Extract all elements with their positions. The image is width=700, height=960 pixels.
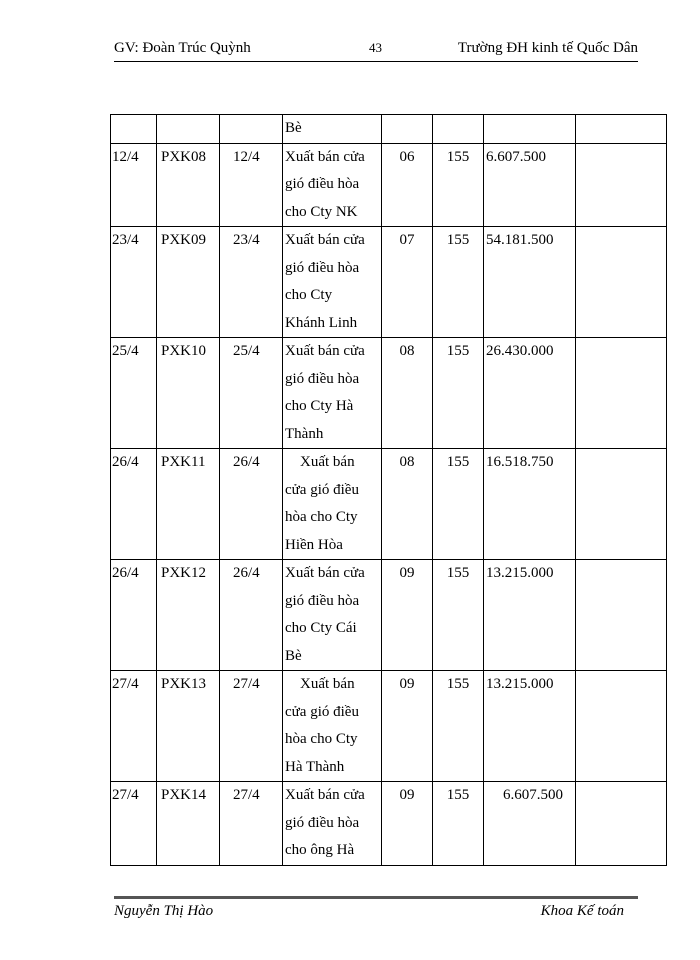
description-line: cho Cty	[285, 287, 333, 303]
cell-extra	[576, 143, 667, 227]
description-line: cho ông Hà	[285, 842, 355, 858]
cell-reference-text: 09	[399, 565, 415, 581]
cell-date-text: 27/4	[112, 676, 139, 692]
cell-voucher-date	[220, 671, 283, 782]
cell-reference	[382, 671, 433, 782]
cell-account-text: 155	[446, 148, 470, 165]
cell-description	[283, 227, 382, 338]
cell-account-text: 155	[446, 787, 470, 803]
cell-voucher-number-text: PXK10	[161, 343, 207, 359]
cell-account	[433, 449, 484, 560]
cell-description	[283, 338, 382, 449]
cell-voucher-date-text: 25/4	[233, 343, 260, 359]
cell-extra	[576, 338, 667, 449]
cell-reference-text: 06	[399, 148, 415, 165]
description-line: Xuất bán cửa	[285, 148, 365, 165]
description-line: hòa cho Cty	[285, 509, 358, 525]
cell-voucher-number-text: PXK09	[161, 232, 207, 248]
description-line: gió điều hòa	[285, 592, 360, 609]
cell-description	[283, 782, 382, 866]
cell-voucher-date-text: 26/4	[233, 454, 260, 470]
cell-reference	[382, 227, 433, 338]
description-line: Xuất bán cửa	[285, 787, 365, 803]
cell-reference	[382, 338, 433, 449]
description-line: Bè	[285, 647, 302, 664]
cell-extra	[576, 115, 667, 144]
description-line: cửa gió điều	[285, 703, 359, 720]
cell-account	[433, 227, 484, 338]
table-row	[111, 338, 667, 449]
cell-description	[283, 115, 382, 144]
cell-reference-text: 08	[399, 454, 415, 470]
cell-voucher-date-text: 27/4	[233, 787, 260, 803]
cell-voucher-number	[157, 782, 220, 866]
cell-account	[433, 338, 484, 449]
page-header	[114, 40, 638, 62]
cell-voucher-number	[157, 671, 220, 782]
cell-reference	[382, 782, 433, 866]
cell-date	[111, 671, 157, 782]
cell-reference	[382, 449, 433, 560]
cell-account	[433, 115, 484, 144]
description-line: cửa gió điều	[285, 481, 359, 498]
description-line: Bè	[285, 120, 302, 136]
cell-amount	[484, 449, 576, 560]
cell-voucher-date-text: 12/4	[233, 148, 260, 165]
table-row	[111, 560, 667, 671]
cell-extra	[576, 227, 667, 338]
cell-voucher-number	[157, 449, 220, 560]
cell-reference-text: 09	[399, 787, 415, 803]
cell-reference-text: 08	[399, 343, 415, 359]
cell-date	[111, 115, 157, 144]
description-line: Xuất bán cửa	[285, 343, 365, 359]
cell-voucher-date	[220, 227, 283, 338]
cell-date	[111, 338, 157, 449]
cell-voucher-number-text: PXK12	[161, 565, 207, 581]
table-row	[111, 671, 667, 782]
cell-voucher-number	[157, 115, 220, 144]
header-rule	[114, 61, 638, 62]
cell-description	[283, 143, 382, 227]
cell-reference	[382, 115, 433, 144]
cell-amount	[484, 115, 576, 144]
ledger-table	[110, 114, 667, 866]
cell-account	[433, 560, 484, 671]
cell-amount-text: 26.430.000	[486, 343, 554, 359]
cell-date-text: 12/4	[112, 148, 139, 165]
cell-extra	[576, 671, 667, 782]
cell-description	[283, 449, 382, 560]
cell-amount	[484, 560, 576, 671]
page-number: 43	[369, 40, 382, 55]
cell-amount-text: 6.607.500	[503, 787, 563, 803]
cell-extra	[576, 449, 667, 560]
cell-date-text: 25/4	[112, 343, 139, 359]
cell-reference-text: 09	[399, 676, 415, 692]
description-line: cho Cty Cái	[285, 620, 357, 636]
cell-voucher-date	[220, 449, 283, 560]
cell-account-text: 155	[446, 454, 470, 470]
cell-reference	[382, 143, 433, 227]
cell-voucher-date	[220, 115, 283, 144]
cell-voucher-number	[157, 227, 220, 338]
description-line: Khánh Linh	[285, 314, 358, 331]
cell-date-text: 27/4	[112, 787, 139, 803]
cell-account-text: 155	[446, 343, 470, 359]
cell-date-text: 23/4	[112, 232, 139, 248]
cell-reference-text: 07	[399, 232, 415, 248]
cell-date-text: 26/4	[112, 454, 139, 470]
description-line: gió điều hòa	[285, 176, 360, 192]
cell-voucher-number	[157, 143, 220, 227]
cell-voucher-date	[220, 143, 283, 227]
footer-rule	[114, 896, 638, 899]
table-row	[111, 449, 667, 560]
header-teacher: GV: Đoàn Trúc Quỳnh	[114, 40, 251, 56]
cell-account-text: 155	[446, 232, 470, 248]
cell-amount	[484, 143, 576, 227]
cell-voucher-number	[157, 338, 220, 449]
cell-date	[111, 560, 157, 671]
cell-extra	[576, 782, 667, 866]
table-row	[111, 143, 667, 227]
description-line: hòa cho Cty	[285, 731, 358, 747]
cell-date-text: 26/4	[112, 565, 139, 581]
cell-amount-text: 6.607.500	[486, 148, 546, 165]
table-row	[111, 115, 667, 144]
cell-date	[111, 449, 157, 560]
cell-voucher-number-text: PXK14	[161, 787, 207, 803]
cell-account	[433, 143, 484, 227]
description-line: Hà Thành	[285, 758, 345, 775]
cell-amount-text: 13.215.000	[486, 676, 554, 692]
cell-date	[111, 782, 157, 866]
description-line: Xuất bán cửa	[285, 232, 365, 248]
cell-voucher-date	[220, 782, 283, 866]
header-university: Trường ĐH kinh tế Quốc Dân	[457, 40, 638, 56]
cell-voucher-number-text: PXK08	[161, 148, 207, 165]
cell-account	[433, 782, 484, 866]
cell-reference	[382, 560, 433, 671]
cell-amount	[484, 227, 576, 338]
cell-voucher-date-text: 23/4	[233, 232, 260, 248]
description-line: cho Cty NK	[285, 203, 358, 220]
cell-amount-text: 54.181.500	[486, 232, 554, 248]
cell-amount	[484, 782, 576, 866]
cell-account-text: 155	[446, 565, 470, 581]
cell-amount	[484, 338, 576, 449]
cell-voucher-number-text: PXK13	[161, 676, 207, 692]
cell-description	[283, 671, 382, 782]
cell-voucher-date-text: 26/4	[233, 565, 260, 581]
description-line: gió điều hòa	[285, 814, 360, 831]
description-line: Xuất bán	[300, 454, 355, 470]
description-line: cho Cty Hà	[285, 398, 354, 414]
cell-extra	[576, 560, 667, 671]
description-line: Thành	[285, 425, 324, 442]
cell-date	[111, 143, 157, 227]
cell-voucher-number-text: PXK11	[161, 454, 206, 470]
description-line: Xuất bán	[300, 676, 355, 692]
footer-department: Khoa Kế toán	[540, 903, 624, 919]
table-row	[111, 227, 667, 338]
cell-voucher-date-text: 27/4	[233, 676, 260, 692]
table-row	[111, 782, 667, 866]
cell-amount	[484, 671, 576, 782]
description-line: gió điều hòa	[285, 259, 360, 276]
description-line: Hiền Hòa	[285, 536, 343, 553]
description-line: gió điều hòa	[285, 370, 360, 387]
cell-account	[433, 671, 484, 782]
cell-account-text: 155	[446, 676, 470, 692]
footer-author: Nguyễn Thị Hào	[114, 903, 214, 919]
cell-description	[283, 560, 382, 671]
cell-date	[111, 227, 157, 338]
ledger-body	[111, 115, 667, 866]
description-line: Xuất bán cửa	[285, 565, 365, 581]
cell-amount-text: 13.215.000	[486, 565, 554, 581]
cell-amount-text: 16.518.750	[486, 454, 554, 470]
cell-voucher-number	[157, 560, 220, 671]
cell-voucher-date	[220, 338, 283, 449]
cell-voucher-date	[220, 560, 283, 671]
